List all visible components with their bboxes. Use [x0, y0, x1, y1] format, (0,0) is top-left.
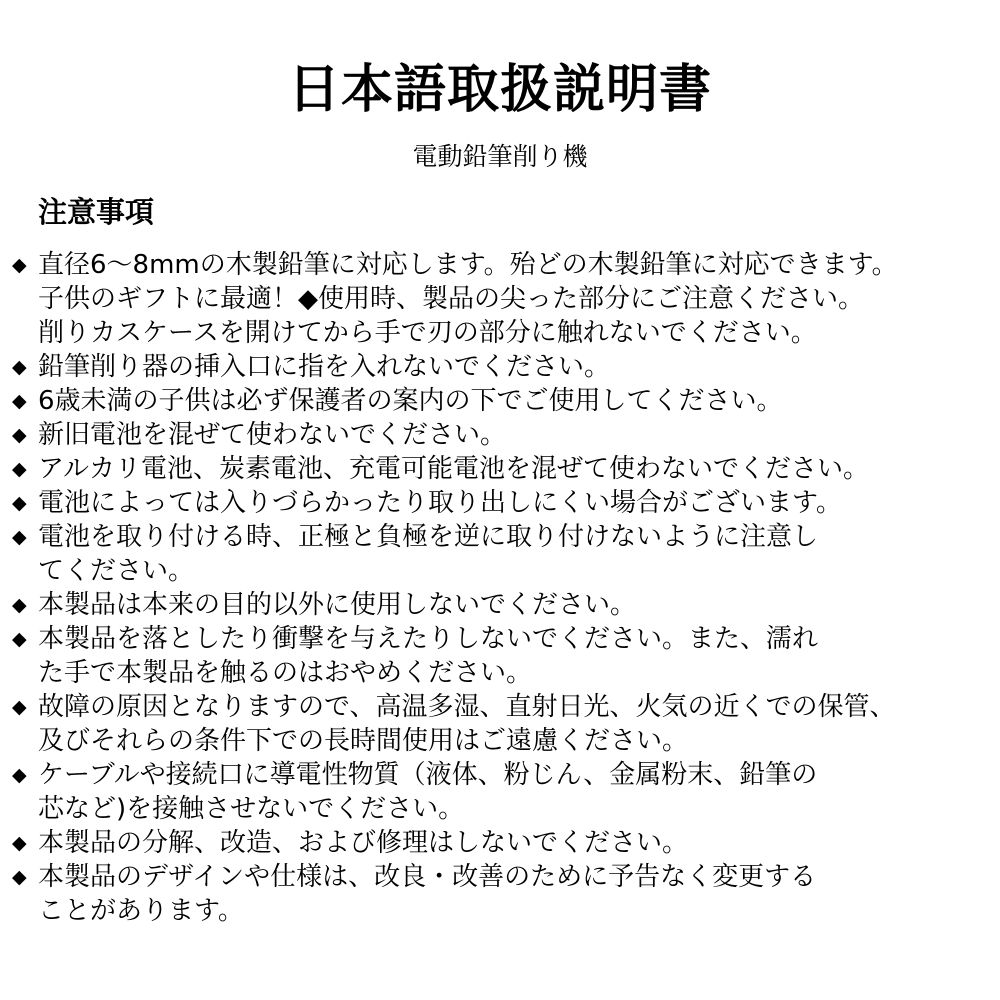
caution-text: 芯など)を接触させないでください。	[38, 794, 465, 824]
caution-item	[12, 520, 818, 554]
caution-item-continuation	[12, 792, 464, 826]
caution-item-continuation	[12, 724, 688, 758]
caution-text: 直径6～8mmの木製鉛筆に対応します。殆どの木製鉛筆に対応できます。	[38, 250, 898, 280]
caution-text: 本製品の分解、改造、および修理はしないでください。	[38, 828, 689, 858]
section-heading: 注意事項	[38, 195, 155, 229]
caution-text: 本製品は本来の目的以外に使用しないでください。	[38, 590, 637, 620]
diamond-bullet-icon: ◆	[12, 526, 27, 548]
caution-text: 6歳未満の子供は必ず保護者の案内の下でご使用してください。	[38, 386, 783, 416]
caution-text: てください。	[38, 556, 195, 586]
caution-text: 電池によっては入りづらかったり取り出しにくい場合がございます。	[38, 488, 842, 518]
caution-item	[12, 350, 610, 384]
caution-text: 削りカスケースを開けてから手で刃の部分に触れないでください。	[38, 318, 817, 348]
diamond-bullet-icon: ◆	[12, 696, 27, 718]
document-title: 日本語取扱説明書	[287, 60, 712, 120]
caution-text: 本製品を落としたり衝撃を与えたりしないでください。また、濡れ	[38, 624, 819, 654]
caution-text: ことがあります。	[38, 896, 244, 926]
caution-text: 鉛筆削り器の挿入口に指を入れないでください。	[38, 352, 611, 382]
caution-item-continuation	[12, 656, 532, 690]
caution-item	[12, 588, 636, 622]
diamond-bullet-icon: ◆	[12, 254, 27, 276]
document-subtitle: 電動鉛筆削り機	[412, 142, 588, 171]
caution-item-continuation	[12, 282, 864, 316]
caution-item	[12, 486, 842, 520]
caution-text: 電池を取り付ける時、正極と負極を逆に取り付けないように注意し	[38, 522, 819, 552]
caution-item	[12, 622, 818, 656]
diamond-bullet-icon: ◆	[12, 866, 27, 888]
caution-item	[12, 860, 816, 894]
diamond-bullet-icon: ◆	[12, 390, 27, 412]
caution-text: 及びそれらの条件下での長時間使用はご遠慮ください。	[38, 726, 689, 756]
diamond-bullet-icon: ◆	[12, 594, 27, 616]
caution-item	[12, 758, 817, 792]
diamond-bullet-icon: ◆	[12, 492, 27, 514]
diamond-bullet-icon: ◆	[12, 356, 27, 378]
diamond-bullet-icon: ◆	[12, 628, 27, 650]
diamond-bullet-icon: ◆	[12, 458, 27, 480]
caution-text: 故障の原因となりますので、高温多湿、直射日光、火気の近くでの保管、	[38, 692, 896, 722]
caution-text: た手で本製品を触るのはおやめください。	[38, 658, 533, 688]
caution-text: 新旧電池を混ぜて使わないでください。	[38, 420, 507, 450]
caution-text: アルカリ電池、炭素電池、充電可能電池を混ぜて使わないでください。	[38, 454, 869, 484]
caution-item-continuation	[12, 554, 194, 588]
caution-item	[12, 452, 869, 486]
diamond-bullet-icon: ◆	[12, 424, 27, 446]
caution-item-continuation	[12, 316, 817, 350]
caution-item	[12, 826, 688, 860]
caution-item	[12, 248, 898, 282]
caution-item	[12, 418, 506, 452]
caution-item-continuation	[12, 894, 244, 928]
caution-item	[12, 690, 895, 724]
caution-item	[12, 384, 783, 418]
caution-text: 子供のギフトに最適！◆使用時、製品の尖った部分にご注意ください。	[38, 284, 864, 314]
diamond-bullet-icon: ◆	[12, 764, 27, 786]
diamond-bullet-icon: ◆	[12, 832, 27, 854]
caution-text: ケーブルや接続口に導電性物質（液体、粉じん、金属粉末、鉛筆の	[38, 760, 818, 790]
caution-text: 本製品のデザインや仕様は、改良・改善のために予告なく変更する	[38, 862, 817, 892]
